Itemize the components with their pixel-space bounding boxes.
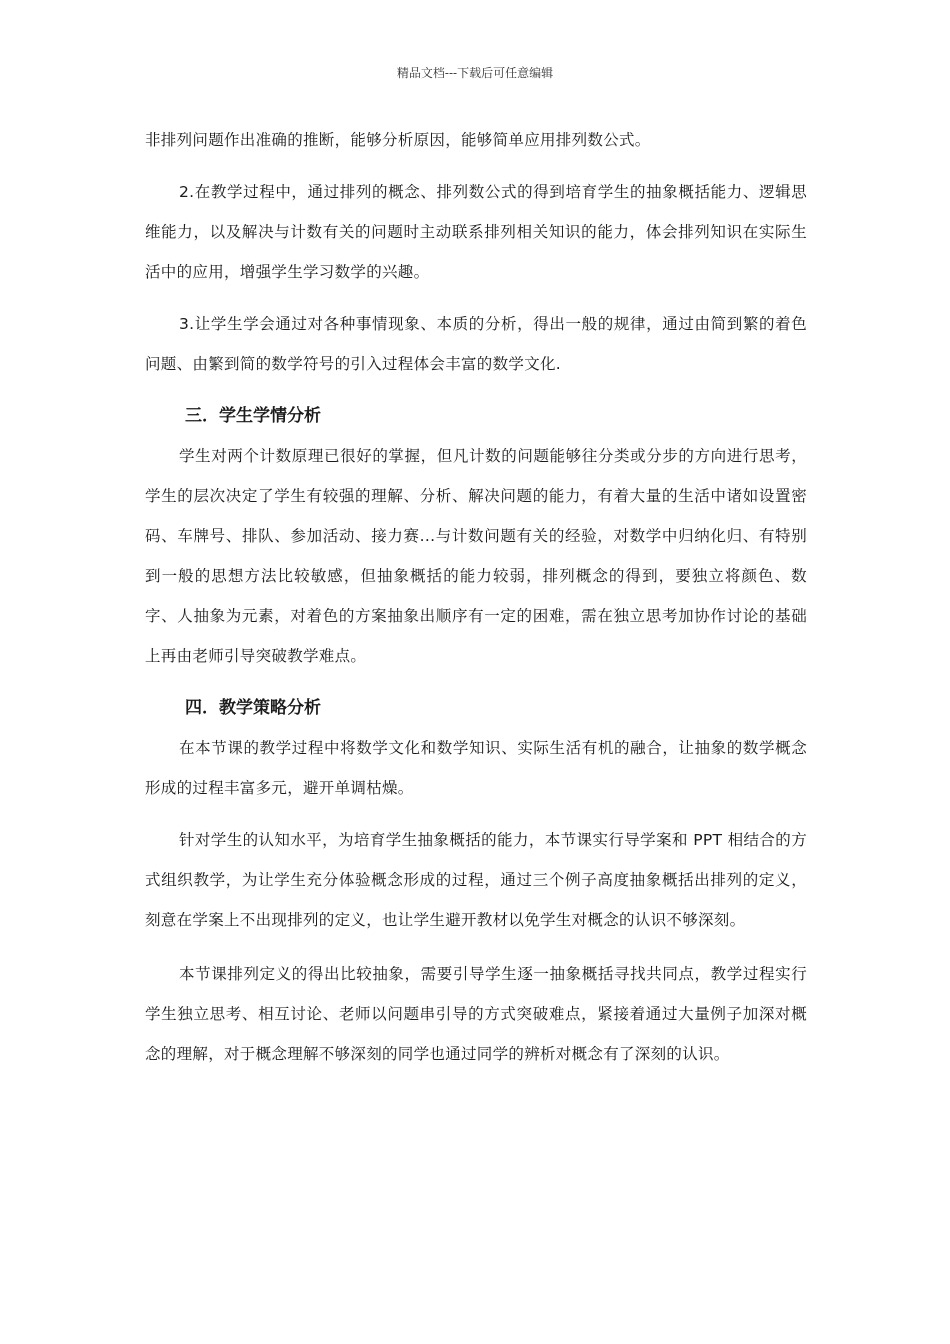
paragraph-goal-2: 2.在教学过程中，通过排列的概念、排列数公式的得到培育学生的抽象概括能力、逻辑思维能力，以及解决与计数有关的问题时主动联系排列相关知识的能力，体会排列知识在实际生活中的应用，增强学生学习数学的兴趣。 — [145, 183, 807, 281]
paragraph-student-analysis: 学生对两个计数原理已很好的掌握，但凡计数的问题能够往分类或分步的方向进行思考，学生的层次决定了学生有较强的理解、分析、解决问题的能力，有着大量的生活中诸如设置密码、车牌号、排队、参加活动、接力赛...与计数问题有关的经验，对数学中归纳化归、有特别到一般的思想方法比较敏感，但抽象概括的能力较弱，排列概念的得到，要独立将颜色、数字、人抽象为元素，对着色的方案抽象出顺序有一定的困难，需在独立思考加协作讨论的基础上再由老师引导突破教学难点。 — [145, 447, 807, 665]
paragraph-strategy-3: 本节课排列定义的得出比较抽象，需要引导学生逐一抽象概括寻找共同点，教学过程实行学生独立思考、相互讨论、老师以问题串引导的方式突破难点，紧接着通过大量例子加深对概念的理解，对于概念理解不够深刻的同学也通过同学的辨析对概念有了深刻的认识。 — [145, 965, 807, 1063]
section-heading-teaching-strategy: 四．教学策略分析 — [185, 698, 321, 718]
paragraph-goal-3: 3.让学生学会通过对各种事情现象、本质的分析，得出一般的规律，通过由简到繁的着色问题、由繁到简的数学符号的引入过程体会丰富的数学文化. — [145, 315, 807, 373]
document-body — [145, 120, 807, 1074]
section-heading-student-analysis: 三．学生学情分析 — [185, 406, 321, 426]
paragraph-continuation: 非排列问题作出准确的推断，能够分析原因，能够简单应用排列数公式。 — [145, 131, 651, 149]
page-header: 精品文档---下载后可任意编辑 — [396, 66, 554, 80]
paragraph-strategy-1: 在本节课的教学过程中将数学文化和数学知识、实际生活有机的融合，让抽象的数学概念形成的过程丰富多元，避开单调枯燥。 — [145, 739, 807, 797]
paragraph-strategy-2: 针对学生的认知水平，为培育学生抽象概括的能力，本节课实行导学案和 PPT 相结合的方式组织教学，为让学生充分体验概念形成的过程，通过三个例子高度抽象概括出排列的定义，刻意在学案上不出现排列的定义，也让学生避开教材以免学生对概念的认识不够深刻。 — [145, 831, 807, 929]
